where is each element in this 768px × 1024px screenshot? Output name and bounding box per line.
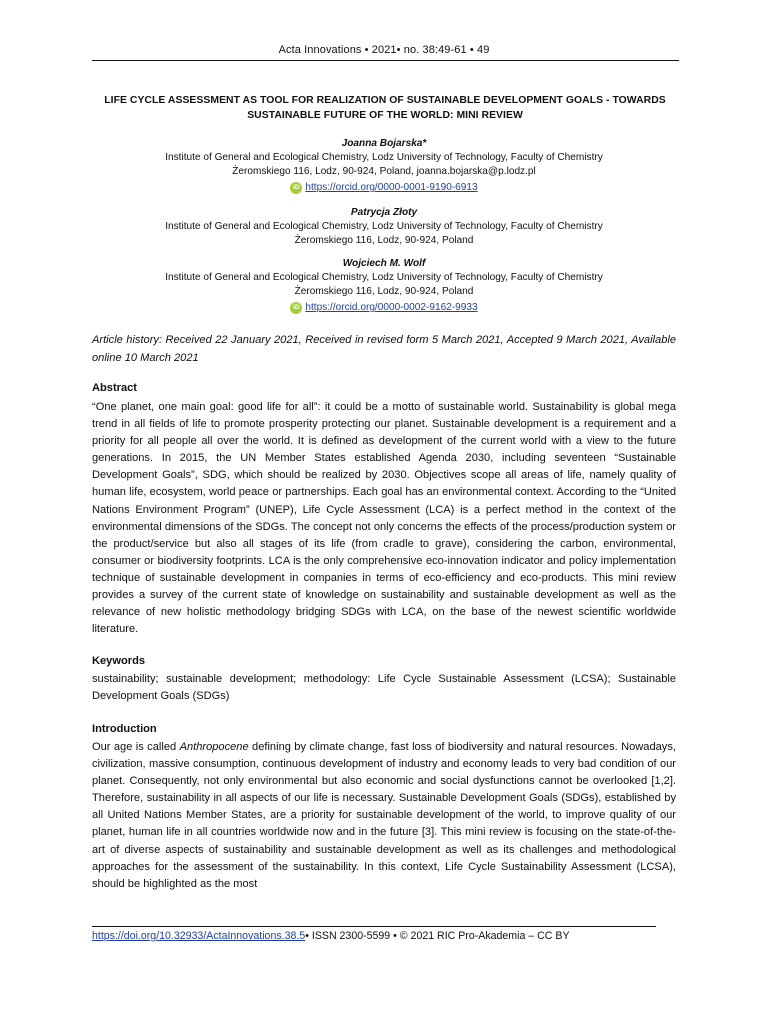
- author-affiliation: Institute of General and Ecological Chemistry, Lodz University of Technology, Faculty of Chemistry: [165, 152, 603, 163]
- orcid-link[interactable]: https://orcid.org/0000-0002-9162-9933: [305, 302, 478, 313]
- keywords-text: sustainability; sustainable development; methodology: Life Cycle Sustainable Assessment (LCSA); Sustainable Development Goals (SDGs): [92, 673, 676, 703]
- author-address: Żeromskiego 116, Lodz, 90-924, Poland: [294, 235, 474, 246]
- intro-italic-term: Anthropocene: [179, 741, 249, 753]
- author-block-3: [92, 257, 676, 315]
- author-affiliation: Institute of General and Ecological Chemistry, Lodz University of Technology, Faculty of Chemistry: [165, 272, 603, 283]
- orcid-row: [92, 181, 676, 195]
- footer-rule: [92, 926, 656, 927]
- author-name: Patrycja Złoty: [350, 207, 418, 218]
- orcid-icon: iD: [290, 182, 302, 194]
- footer-issn: • ISSN 2300-5599 • © 2021 RIC Pro-Akademia – CC BY: [305, 930, 570, 942]
- keywords-heading: Keywords: [92, 655, 146, 667]
- intro-body: defining by climate change, fast loss of biodiversity and natural resources. Nowadays, civilization, massive consumption, continuous development of industry and economy leads to very bad condition of our planet. Consequently, not only environmental but also economic and social dysfunctions cannot be overlooked [1,2]. Therefore, sustainability in all aspects of our life is necessary. Sustainable Development Goals (SDGs), established by all United Nations Member States, are a priority for sustainable development of the world, to improve quality of our planet, human life in all countries worldwide now and in the future [3]. This mini review is focusing on the state-of-the-art of diverse aspects of sustainability and sustainable development as well as its challenges and methodological approaches for the assessment of the sustainability. In this context, Life Cycle Sustainability Assessment (LCSA), should be highlighted as the most: [92, 741, 676, 890]
- abstract-heading: Abstract: [92, 382, 138, 394]
- footer: [92, 930, 676, 942]
- author-affiliation: Institute of General and Ecological Chemistry, Lodz University of Technology, Faculty of Chemistry: [165, 221, 603, 232]
- title-line-2: SUSTAINABLE FUTURE OF THE WORLD: MINI REVIEW: [247, 110, 523, 121]
- author-address: Żeromskiego 116, Lodz, 90-924, Poland, joanna.bojarska@p.lodz.pl: [232, 166, 536, 177]
- introduction-heading: Introduction: [92, 723, 157, 735]
- introduction-text: [92, 739, 676, 893]
- orcid-row: [92, 301, 676, 315]
- title-line-1: LIFE CYCLE ASSESSMENT AS TOOL FOR REALIZATION OF SUSTAINABLE DEVELOPMENT GOALS - TOWARDS: [104, 95, 666, 106]
- author-block-1: [92, 137, 676, 195]
- abstract-text: “One planet, one main goal: good life for all”: it could be a motto of sustainable world. Sustainability is global mega trend in all fields of life to promote prosperity protecting our planet. Sustainable development is a requirement and a priority for all people all over the world. It is defined as development of the current world with a view to the future generations. In 2015, the UN Member States established Agenda 2030, including seventeen “Sustainable Development Goals”, SDG, which should be realized by 2030. Objectives scope all areas of life, namely quality of human life, ecosystem, world peace or partnerships. Each goal has an environmental context. According to the “United Nations Environment Program” (UNEP), Life Cycle Assessment (LCA) is a perfect method in the context of the environmental dimensions of the SDGs. The concept not only concerns the effects of the process/production system or the product/service but also all stages of its life (from cradle to grave), considering the carbon, environmental, consumer or biodiversity footprints. LCA is the only comprehensive eco-innovation indicator and policy implementation technique of sustainable development in companies in terms of eco-efficiency and eco-products. This mini review provides a survey of the current state of knowledge on sustainability and sustainable development as well as the relevance of new holistic methodology bridging SDGs with LCA, on the base of the newest scientific worldwide literature.: [92, 401, 676, 636]
- paper-title: [96, 93, 674, 123]
- orcid-link[interactable]: https://orcid.org/0000-0001-9190-6913: [305, 182, 478, 193]
- doi-link[interactable]: https://doi.org/10.32933/ActaInnovations.38.5: [92, 930, 306, 942]
- author-address: Żeromskiego 116, Lodz, 90-924, Poland: [294, 286, 474, 297]
- author-name: Joanna Bojarska*: [341, 138, 427, 149]
- header-rule: [92, 60, 679, 61]
- running-head: Acta Innovations • 2021• no. 38:49-61 • 49: [278, 44, 490, 56]
- author-name: Wojciech M. Wolf: [342, 258, 426, 269]
- orcid-icon: iD: [290, 302, 302, 314]
- author-block-2: [92, 206, 676, 248]
- intro-lead: Our age is called: [92, 741, 180, 753]
- article-history: Article history: Received 22 January 2021, Received in revised form 5 March 2021, Accepted 9 March 2021, Available online 10 March 2021: [92, 334, 676, 364]
